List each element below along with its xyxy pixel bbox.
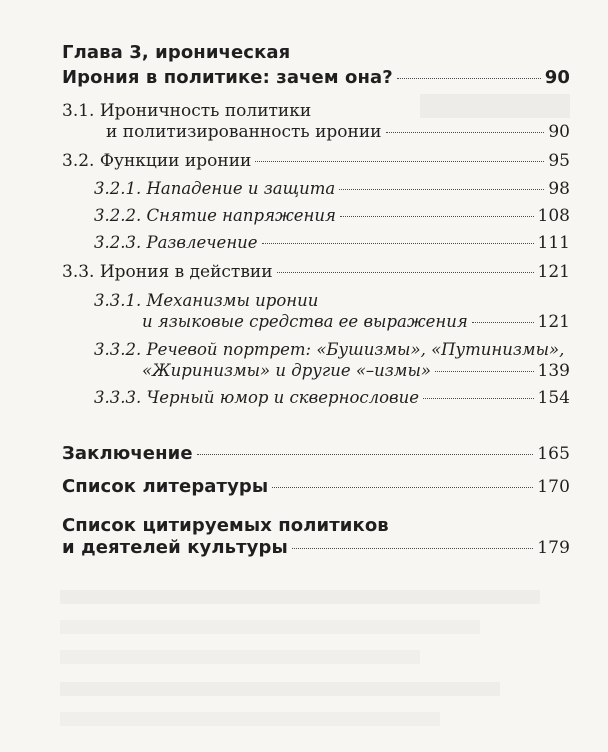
dot-leader [272, 487, 533, 488]
page-number: 154 [537, 388, 570, 408]
dot-leader [397, 78, 541, 79]
page-number: 121 [537, 312, 570, 332]
toc-entry-3-2-1[interactable] [94, 175, 570, 203]
entry-title: Список литературы [62, 476, 269, 497]
entry-title-continued: и деятелей культуры [62, 537, 288, 558]
toc-entry-3-3-3[interactable] [94, 384, 570, 412]
page-number: 90 [544, 67, 570, 88]
toc-entry-3-2-2[interactable] [94, 202, 570, 230]
toc-entry-cited[interactable] [62, 534, 570, 562]
toc-entry-3-2-3[interactable] [94, 229, 570, 257]
page-number: 95 [548, 151, 570, 171]
entry-title: Заключение [62, 443, 193, 464]
entry-title: 3.3.1. Механизмы иронии [94, 291, 319, 310]
dot-leader [197, 454, 534, 455]
dot-leader [386, 132, 545, 133]
entry-title-continued: «Жиринизмы» и другие «–измы» [142, 361, 432, 380]
entry-title: 3.2.1. Нападение и защита [94, 179, 336, 198]
entry-title: 3.3.3. Черный юмор и сквернословие [94, 388, 420, 407]
dot-leader [340, 216, 534, 217]
toc-entry-references[interactable] [62, 473, 570, 501]
page-number: 179 [537, 538, 570, 558]
entry-title: 3.3.2. Речевой портрет: «Бушизмы», «Путинизмы», [94, 340, 565, 359]
dot-leader [339, 189, 544, 190]
entry-title: 3.3. Ирония в действии [62, 262, 273, 282]
dot-leader [435, 371, 534, 372]
entry-title: 3.2.3. Развлечение [94, 233, 258, 252]
page-number: 90 [548, 122, 570, 142]
chapter-heading: Глава 3, ироническая [62, 42, 291, 63]
toc-entry-chapter-title[interactable] [62, 64, 570, 92]
page-number: 139 [537, 361, 570, 381]
dot-leader [255, 161, 544, 162]
page-number: 108 [537, 206, 570, 226]
page-number: 121 [537, 262, 570, 282]
toc-entry-3-2[interactable] [62, 147, 570, 175]
page-number: 111 [537, 233, 570, 253]
toc-entry-conclusion[interactable] [62, 440, 570, 468]
entry-title: Ирония в политике: зачем она? [62, 67, 393, 88]
page-number: 170 [537, 477, 570, 497]
dot-leader [262, 243, 534, 244]
page-number: 98 [548, 179, 570, 199]
entry-title: Список цитируемых политиков [62, 515, 389, 536]
dot-leader [472, 322, 534, 323]
dot-leader [423, 398, 533, 399]
entry-title: 3.1. Ироничность политики [62, 101, 312, 121]
toc-entry-3-3[interactable] [62, 258, 570, 286]
entry-title: 3.2. Функции иронии [62, 151, 252, 171]
dot-leader [292, 548, 533, 549]
toc-entry-3-1[interactable] [106, 118, 570, 146]
entry-title: 3.2.2. Снятие напряжения [94, 206, 336, 225]
entry-title-continued: и языковые средства ее выражения [142, 312, 468, 331]
page-number: 165 [537, 444, 570, 464]
toc-entry-3-3-2[interactable] [142, 357, 570, 385]
entry-title-continued: и политизированность иронии [106, 122, 382, 142]
dot-leader [277, 272, 534, 273]
toc-entry-3-3-1[interactable] [142, 308, 570, 336]
